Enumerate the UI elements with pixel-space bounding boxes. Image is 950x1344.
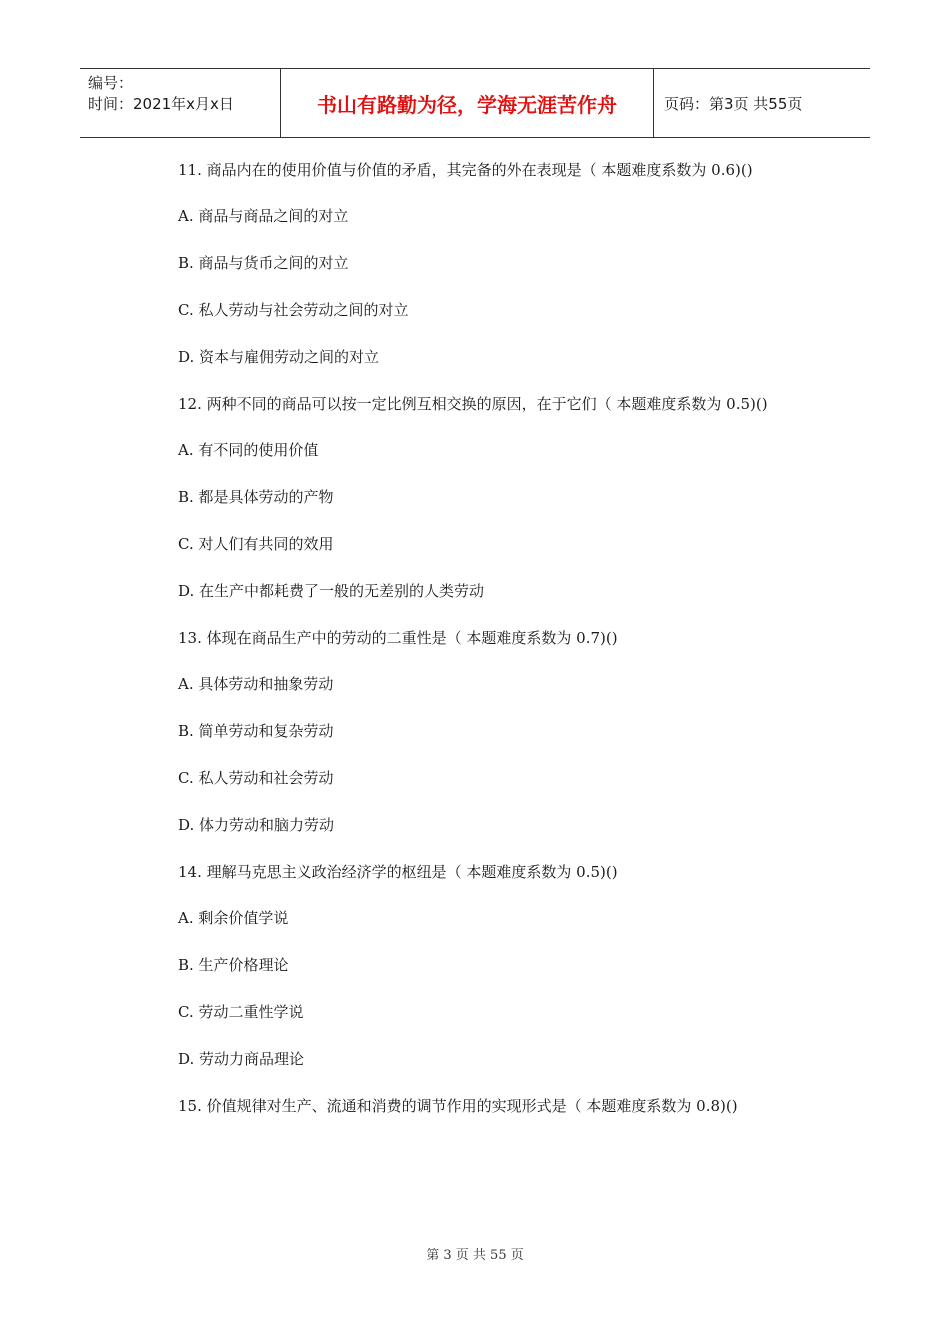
option-13-d: D. 体力劳动和脑力劳动 — [178, 816, 335, 834]
question-list — [142, 158, 812, 1140]
question-14: 14. 理解马克思主义政治经济学的枢纽是（ 本题难度系数为 0.5)() — [178, 863, 618, 881]
header-motto: 书山有路勤为径，学海无涯苦作舟 — [281, 69, 654, 137]
question-15: 15. 价值规律对生产、流通和消费的调节作用的实现形式是（ 本题难度系数为 0.8)() — [178, 1097, 738, 1115]
option-14-a: A. 剩余价值学说 — [178, 909, 289, 927]
option-13-a: A. 具体劳动和抽象劳动 — [178, 675, 334, 693]
option-14-d: D. 劳动力商品理论 — [178, 1050, 305, 1068]
option-11-a: A. 商品与商品之间的对立 — [178, 207, 349, 225]
option-13-c: C. 私人劳动和社会劳动 — [178, 769, 334, 787]
option-14-b: B. 生产价格理论 — [178, 956, 289, 974]
question-13: 13. 体现在商品生产中的劳动的二重性是（ 本题难度系数为 0.7)() — [178, 629, 618, 647]
option-14-c: C. 劳动二重性学说 — [178, 1003, 304, 1021]
header-page-info: 页码：第3页 共55页 — [664, 94, 803, 113]
option-12-c: C. 对人们有共同的效用 — [178, 535, 334, 553]
option-12-b: B. 都是具体劳动的产物 — [178, 488, 334, 506]
number-label: 编号： — [88, 74, 134, 92]
document-header — [80, 68, 870, 138]
option-12-a: A. 有不同的使用价值 — [178, 441, 319, 459]
option-11-d: D. 资本与雇佣劳动之间的对立 — [178, 348, 380, 366]
option-11-c: C. 私人劳动与社会劳动之间的对立 — [178, 301, 409, 319]
option-13-b: B. 简单劳动和复杂劳动 — [178, 722, 334, 740]
option-11-b: B. 商品与货币之间的对立 — [178, 254, 349, 272]
page-footer: 第 3 页 共 55 页 — [426, 1248, 524, 1263]
header-meta — [80, 69, 281, 137]
time-label: 时间：2021年x月x日 — [88, 95, 234, 113]
question-11: 11. 商品内在的使用价值与价值的矛盾，其完备的外在表现是（ 本题难度系数为 0.6)() — [178, 161, 753, 179]
question-12: 12. 两种不同的商品可以按一定比例互相交换的原因，在于它们（ 本题难度系数为 0.5)() — [178, 395, 768, 413]
option-12-d: D. 在生产中都耗费了一般的无差别的人类劳动 — [178, 582, 485, 600]
